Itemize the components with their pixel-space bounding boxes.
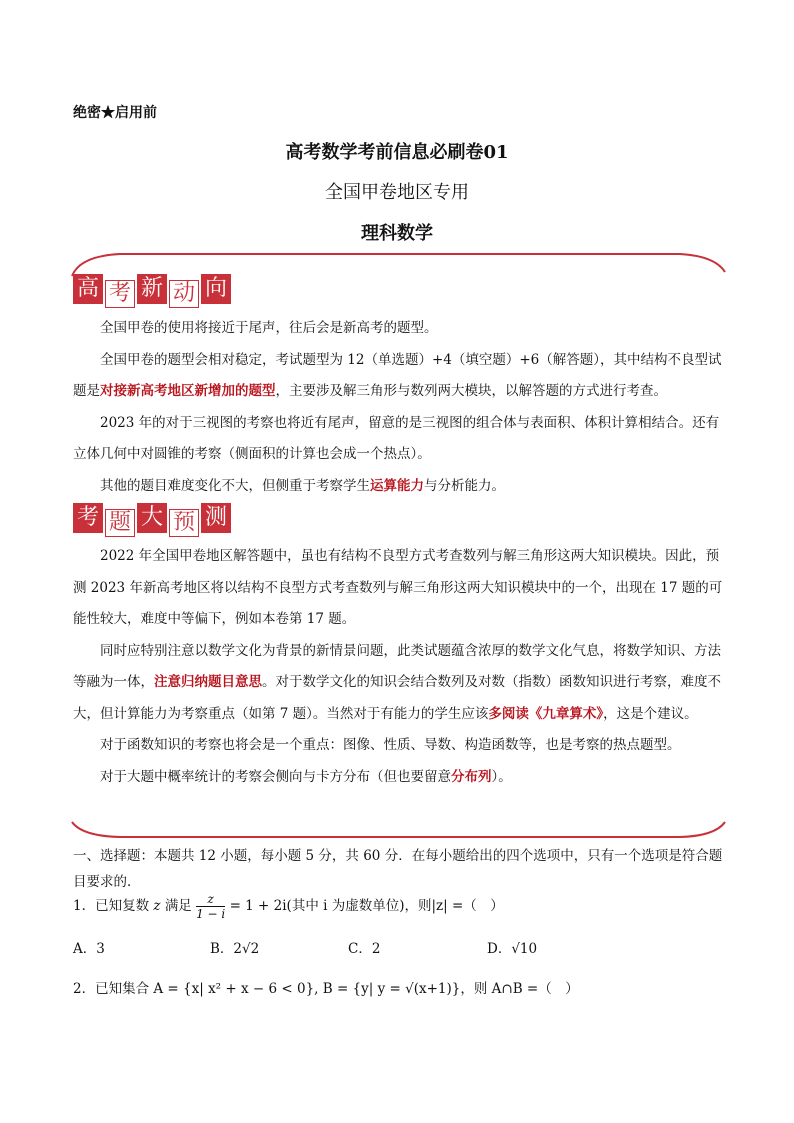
paragraph: 2023 年的对于三视图的考察也将近有尾声，留意的是三视图的组合体与表面积、体积计算相结合。还有立体几何中对圆锥的考察（侧面积的计算也会成一个热点）。	[73, 414, 720, 462]
highlight-text: 对接新高考地区新增加的题型	[100, 383, 276, 399]
highlight-text: 分布列	[451, 768, 492, 785]
q1-prefix: 1．已知复数	[73, 898, 150, 914]
paragraph: 全国甲卷的使用将接近于尾声，往后会是新高考的题型。	[100, 320, 438, 336]
bottom-frame-arc	[60, 818, 740, 842]
highlight-text: 注意归纳题目意思	[154, 674, 262, 690]
section1-paragraphs	[73, 313, 723, 502]
q1-option-b: B．2√2	[210, 941, 260, 957]
paragraph	[73, 471, 723, 503]
question-2: 2．已知集合 A = {x| x² + x − 6 < 0}, B = {y| y = √(x+1)}，则 A∩B =（ ）	[73, 981, 579, 997]
question-1	[73, 892, 733, 921]
text: ，这是个建议。	[603, 705, 698, 722]
q1-rest: = 1 + 2i(其中 i 为虚数单位)，则|z| =（ ）	[229, 898, 504, 914]
paragraph: 对于函数知识的考察也将会是一个重点：图像、性质、导数、构造函数等，也是考察的热点题型。	[100, 737, 681, 753]
section-intro: 一、选择题：本题共 12 小题，每小题 5 分，共 60 分．在每小题给出的四个选项中，只有一个选项是符合题目要求的．	[73, 848, 723, 890]
paragraph: 2022 年全国甲卷地区解答题中，虽也有结构不良型方式考查数列与解三角形这两大知识模块。因此，预测 2023 年新高考地区将以结构不良型方式考查数列与解三角形这两大知识模块中的一个，出现在 17 题的可能性较大，难度中等偏下，例如本卷第 17 题。	[73, 548, 723, 627]
badge-char: 考	[73, 503, 103, 533]
confidential-label: 绝密★启用前	[73, 105, 157, 121]
text: ）。	[491, 768, 512, 785]
paragraph	[73, 345, 723, 408]
badge-char: 高	[73, 274, 103, 304]
badge-char: 动	[169, 280, 199, 308]
badge-char: 考	[105, 280, 135, 308]
badge-char: 新	[137, 274, 167, 304]
text: 同时应特别注意以数学文化为背景的新情景问题，此类试题蕴含浓厚的数学文化气息，将数学知识、方法等融为一体，	[73, 642, 721, 690]
page-title: 高考数学考前信息必刷卷01	[285, 142, 509, 163]
text: ，主要涉及解三角形与数列两大模块，以解答题的方式进行考查。	[275, 383, 667, 399]
badge-char: 向	[201, 274, 231, 304]
badge-char: 测	[201, 503, 231, 533]
text: 全国甲卷的题型会相对稳定，考试题型为 12（单选题）+4（填空题）+6（解答题），其中结构不良型试题是	[73, 351, 722, 399]
badge-kaoti-dayuce	[73, 503, 233, 537]
text: 与分析能力。	[424, 477, 505, 494]
text: 。对于数学文化的知识会结合数列及对数（指数）函数知识进行考察，难度不大，但计算能力为考察重点（如第 7 题）。当然对于有能力的学生应该	[73, 674, 721, 722]
highlight-text: 运算能力	[370, 477, 424, 494]
paragraph	[73, 762, 723, 794]
text: 对于大题中概率统计的考察会侧向与卡方分布（但也要留意	[100, 768, 451, 785]
badge-char: 题	[105, 509, 135, 537]
badge-char: 预	[169, 509, 199, 537]
section2-paragraphs	[73, 541, 723, 793]
badge-char: 大	[137, 503, 167, 533]
badge-gaokao-xindongxiang	[73, 274, 233, 308]
var-z: z	[153, 898, 161, 914]
q1-mid: 满足	[164, 898, 192, 914]
highlight-text: 多阅读《九章算术》	[488, 705, 604, 722]
q1-option-d: D．√10	[487, 941, 538, 957]
fraction-z-over-1-minus-i: $\frac{z}{1 - i}$	[196, 892, 226, 921]
subject-title: 理科数学	[361, 223, 433, 244]
q1-option-a: A．3	[73, 941, 105, 957]
text: 其他的题目难度变化不大，但侧重于考察学生	[100, 477, 370, 494]
q1-option-c: C．2	[348, 941, 381, 957]
paragraph	[73, 636, 723, 731]
page-subtitle: 全国甲卷地区专用	[325, 182, 469, 203]
